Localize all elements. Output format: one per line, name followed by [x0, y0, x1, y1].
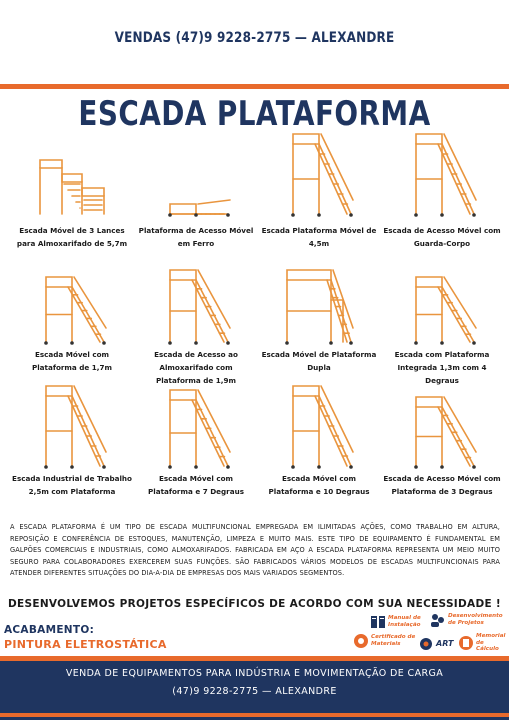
product-card — [10, 132, 134, 252]
product-caption-line: Plataforma de 1,7m — [31, 363, 113, 372]
badge-memorial-l1: Memorial de — [476, 633, 506, 646]
product-caption-line: Dupla — [307, 363, 331, 372]
badge-dev — [430, 612, 503, 628]
industrial-ladder-icon — [10, 384, 134, 470]
short-platform-ladder-icon — [380, 384, 504, 470]
description-text: A ESCADA PLATAFORMA É UM TIPO DE ESCADA MULTIFUNCIONAL EMPREGADA EM ILIMITADAS AÇÕES, COMO TRABALHO EM ALTURA, REPOSIÇÃO E CONFERÊNCIA DE ESTOQUES, MANUTENÇÃO, LIMPEZA E MUITO MAIS. ESTE TIPO DE EQUIPAMENTO É FUNDAMENTAL EM GALPÕES COMERCIAIS E INDUSTRIAIS, COMO ALMOXARIFADOS. FABRICADA EM AÇO A ESCADA PLATAFORMA REPRESENTA UM MEIO MUITO SEGURO PARA COLABORADORES EXERCEREM SUAS FUNÇÕES. SÃO FABRICADOS VÁRIOS MODELOS DE ESCADAS MULTIFUNCIONAIS PARA ATENDER DIFERENTES SITUAÇÕES DO DIA-A-DIA DE EMPRESAS DOS MAIS VARIADOS SEGMENTOS. — [10, 523, 500, 577]
badge-art-label: ART — [436, 638, 454, 648]
product-card — [257, 132, 381, 252]
product-card — [10, 384, 134, 504]
product-caption-line: Escada com Plataforma — [394, 350, 490, 359]
calculator-icon — [458, 635, 474, 651]
badge-memorial-l2: Cálculo — [476, 646, 499, 653]
product-caption-line: Escada Móvel de 3 Lances — [19, 226, 125, 235]
header-rule — [0, 84, 509, 89]
product-caption — [10, 224, 134, 250]
product-card — [134, 384, 258, 504]
product-card — [380, 260, 504, 385]
double-platform-ladder-icon — [257, 260, 381, 346]
badge-manual-l1: Manual de — [388, 615, 421, 622]
badge-dev-l2: de Projetos — [448, 620, 484, 626]
product-caption-line: Degraus — [425, 376, 459, 385]
product-caption — [134, 472, 258, 498]
product-caption — [257, 472, 381, 498]
page-title: ESCADA PLATAFORMA — [78, 94, 431, 134]
badge-manual — [370, 614, 421, 630]
product-card — [380, 384, 504, 504]
product-caption-line: Escada Móvel de Plataforma — [261, 350, 377, 359]
footer-bottom-rule — [0, 713, 509, 717]
product-card — [257, 260, 381, 380]
product-caption-line: para Almoxarifado de 5,7m — [16, 239, 128, 248]
product-caption — [10, 348, 134, 374]
badge-cert-l1: Certificado de — [371, 634, 416, 641]
product-card — [10, 260, 134, 380]
product-caption-line: Escada de Acesso Móvel com — [383, 226, 501, 235]
product-caption-line: Escada de Acesso Móvel com — [383, 474, 501, 483]
badge-cert-l2: Materiais — [371, 641, 401, 647]
product-card — [134, 132, 258, 252]
platform-ladder-icon — [134, 384, 258, 470]
mobile-access-platform-icon — [134, 132, 258, 218]
product-caption — [134, 348, 258, 387]
product-caption-line: Escada Plataforma Móvel de — [261, 226, 377, 235]
product-card — [134, 260, 258, 385]
product-caption — [380, 224, 504, 250]
product-caption — [257, 224, 381, 250]
product-caption-line: Escada Móvel com — [281, 474, 357, 483]
product-caption-line: Escada Industrial de Trabalho — [12, 474, 132, 483]
product-caption — [380, 348, 504, 387]
guardrail-ladder-icon — [380, 132, 504, 218]
product-caption-line: Escada de Acesso ao — [154, 350, 238, 359]
footer-line-2: (47)9 9228-2775 — ALEXANDRE — [172, 686, 337, 697]
finish-label: ACABAMENTO: — [4, 624, 95, 636]
product-caption-line: Integrada 1,3m com 4 — [397, 363, 487, 372]
manual-book-icon — [370, 614, 386, 630]
product-caption-line: em Ferro — [177, 239, 215, 248]
badge-art — [418, 636, 453, 652]
art-icon — [418, 636, 434, 652]
finish-value: PINTURA ELETROSTÁTICA — [4, 638, 167, 651]
product-caption-line: 2,5m com Plataforma — [28, 487, 116, 496]
product-caption-line: Escada Móvel com — [34, 350, 110, 359]
product-caption-line: Guarda-Corpo — [413, 239, 471, 248]
header-contact: VENDAS (47)9 9228-2775 — ALEXANDRE — [114, 30, 395, 46]
product-caption-line: Plataforma de 1,9m — [155, 376, 237, 385]
footer-line-1: VENDA DE EQUIPAMENTOS PARA INDÚSTRIA E MOVIMENTAÇÃO DE CARGA — [65, 668, 444, 679]
product-caption-line: Plataforma de 3 Degraus — [391, 487, 493, 496]
badge-cert — [353, 633, 415, 649]
product-card — [380, 132, 504, 252]
product-caption-line: Plataforma de Acesso Móvel — [138, 226, 254, 235]
product-caption-line: Plataforma e 7 Degraus — [148, 487, 244, 496]
product-caption-line: Plataforma e 10 Degraus — [268, 487, 370, 496]
product-caption-line: 4,5m — [308, 239, 330, 248]
badge-dev-l1: Desenvolvimento — [448, 613, 503, 620]
three-flight-ladder-icon — [10, 132, 134, 218]
product-card — [257, 384, 381, 504]
platform-ladder-icon — [257, 384, 381, 470]
product-caption-line: Escada Móvel com — [158, 474, 234, 483]
product-caption — [380, 472, 504, 498]
platform-ladder-icon — [380, 260, 504, 346]
call-to-action: DESENVOLVEMOS PROJETOS ESPECÍFICOS DE ACORDO COM SUA NECESSIDADE ! — [8, 598, 501, 610]
team-icon — [430, 612, 446, 628]
product-caption — [134, 224, 258, 250]
platform-ladder-icon — [10, 260, 134, 346]
certificate-icon — [353, 633, 369, 649]
badge-manual-l2: Instalação — [388, 622, 421, 628]
product-caption — [257, 348, 381, 374]
badge-memorial — [458, 633, 509, 653]
platform-ladder-icon — [257, 132, 381, 218]
product-caption-line: Almoxarifado com — [159, 363, 233, 372]
product-caption — [10, 472, 134, 498]
platform-ladder-icon — [134, 260, 258, 346]
